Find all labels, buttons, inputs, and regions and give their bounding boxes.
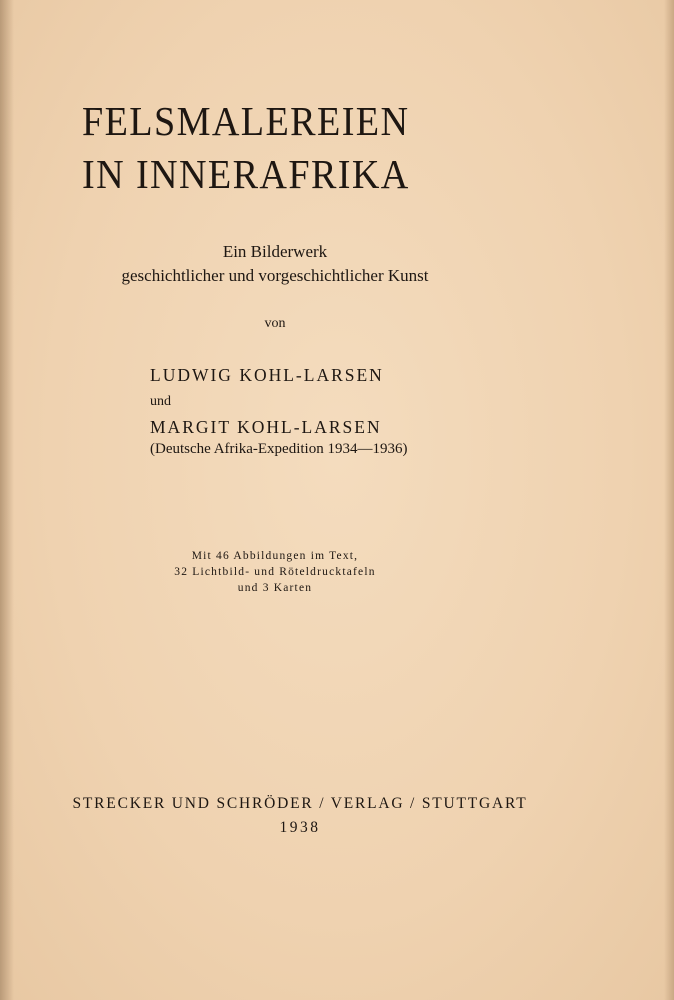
author-1: LUDWIG KOHL-LARSEN — [150, 365, 384, 385]
subtitle-line-1: Ein Bilderwerk — [222, 242, 328, 261]
expedition-note: (Deutsche Afrika-Expedition 1934—1936) — [150, 441, 408, 457]
by-label: von — [264, 316, 286, 331]
publication-year: 1938 — [279, 819, 321, 836]
page-left-edge — [0, 0, 14, 1000]
subtitle-line-2: geschichtlicher und vorgeschichtlicher Kunst — [121, 266, 429, 285]
author-conjunction: und — [150, 394, 171, 409]
author-2: MARGIT KOHL-LARSEN — [150, 417, 382, 437]
illustrations-line-1: Mit 46 Abbildungen im Text, — [191, 550, 359, 562]
book-title-line-1: FELSMALEREIEN — [82, 98, 410, 144]
page-right-edge — [664, 0, 674, 1000]
publisher-imprint: STRECKER UND SCHRÖDER / VERLAG / STUTTGART — [72, 795, 528, 812]
book-title-line-2: IN INNERAFRIKA — [82, 151, 410, 197]
illustrations-line-3: und 3 Karten — [237, 582, 313, 594]
illustrations-line-2: 32 Lichtbild- und Röteldrucktafeln — [174, 566, 376, 578]
